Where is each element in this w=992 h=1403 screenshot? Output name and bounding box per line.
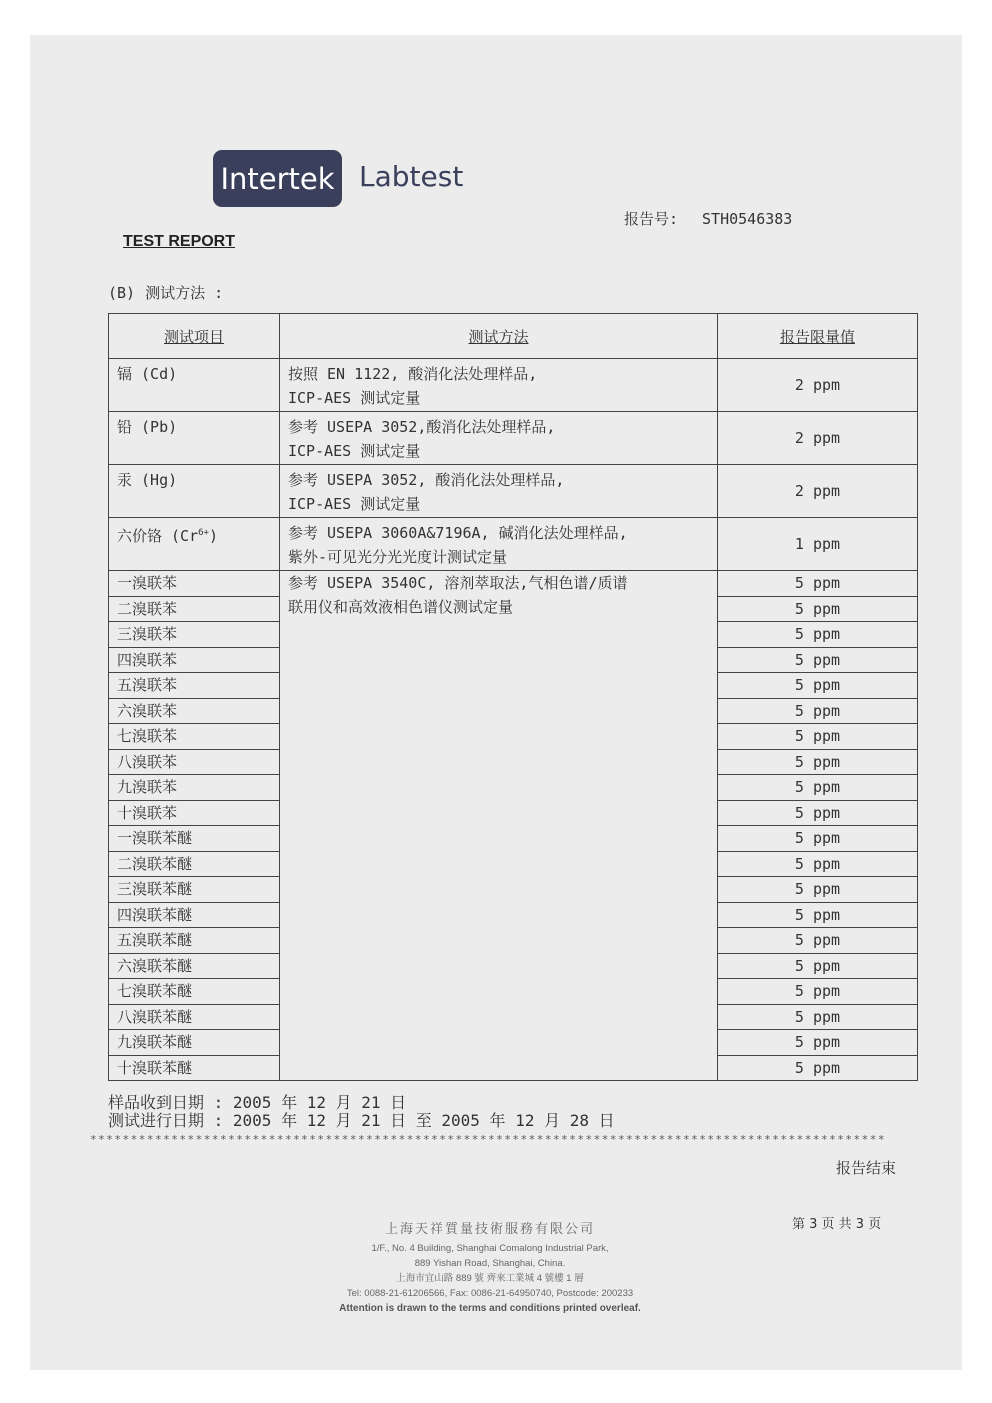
star-divider: ************************************************************************************************** [90,1133,887,1146]
row-limit: 5 ppm [718,800,918,826]
row-limit: 5 ppm [718,902,918,928]
row-item: 六溴联苯 [109,698,280,724]
report-end: 报告结束 [836,1159,897,1177]
row-limit: 1 ppm [718,518,918,571]
row-method: 参考 USEPA 3052,酸消化法处理样品, ICP-AES 测试定量 [280,412,718,465]
report-number [624,208,792,229]
header-test-item: 测试项目 [109,314,280,359]
row-item: 汞 (Hg) [109,465,280,518]
row-limit: 5 ppm [718,698,918,724]
page-number: 第 3 页 共 3 页 [792,1217,882,1232]
row-item: 五溴联苯 [109,673,280,699]
row-limit: 5 ppm [718,571,918,597]
row-item: 四溴联苯 [109,647,280,673]
row-limit: 5 ppm [718,826,918,852]
row-item: 六价铬 $(Cr^{6+})$ [109,518,280,571]
report-number-label: 报告号: [624,210,679,228]
footer-address-2: 889 Yishan Road, Shanghai, China. [414,1258,566,1269]
table-row [109,465,918,518]
intertek-logo [213,150,342,207]
row-item: 四溴联苯醚 [109,902,280,928]
row-limit: 5 ppm [718,1030,918,1056]
row-item: 镉 (Cd) [109,359,280,412]
row-item: 六溴联苯醚 [109,953,280,979]
row-limit: 5 ppm [718,851,918,877]
table-row [109,412,918,465]
test-methods-table [108,313,918,1081]
row-limit: 2 ppm [718,465,918,518]
footer-address-3: 上海市宜山路 889 號 齊來工業城 4 號樓 1 層 [396,1273,584,1284]
row-item: 三溴联苯 [109,622,280,648]
table-row [109,571,918,597]
row-method: 参考 USEPA 3060A&7196A, 碱消化法处理样品, 紫外-可见光分光光度计测试定量 [280,518,718,571]
row-limit: 2 ppm [718,412,918,465]
row-item: 七溴联苯醚 [109,979,280,1005]
row-item: 九溴联苯 [109,775,280,801]
footer-address-1: 1/F., No. 4 Building, Shanghai Comalong Industrial Park, [371,1243,609,1254]
sample-received-date: 样品收到日期 : 2005 年 12 月 21 日 [108,1093,407,1112]
row-limit: 5 ppm [718,928,918,954]
row-item: 铅 (Pb) [109,412,280,465]
footer [260,1218,720,1314]
report-number-value: STH0546383 [702,210,793,228]
row-item: 十溴联苯醚 [109,1055,280,1081]
row-item: 五溴联苯醚 [109,928,280,954]
row-item: 一溴联苯醚 [109,826,280,852]
row-method: 按照 EN 1122, 酸消化法处理样品, ICP-AES 测试定量 [280,359,718,412]
table-row [109,518,918,571]
row-limit: 5 ppm [718,1004,918,1030]
header-reporting-limit: 报告限量值 [718,314,918,359]
row-item: 八溴联苯 [109,749,280,775]
row-item: 七溴联苯 [109,724,280,750]
row-limit: 5 ppm [718,1055,918,1081]
row-limit: 5 ppm [718,596,918,622]
row-limit: 5 ppm [718,953,918,979]
logo-left-text: Intertek [220,161,335,196]
row-item: 二溴联苯醚 [109,851,280,877]
section-label: (B) [108,284,136,302]
row-item: 二溴联苯 [109,596,280,622]
row-item: 一溴联苯 [109,571,280,597]
group-method: 参考 USEPA 3540C, 溶剂萃取法,气相色谱/质谱 联用仪和高效液相色谱仪测试定量 [280,571,718,1081]
dates-block [108,1094,615,1130]
footer-company: 上海天祥質量技術服務有限公司 [384,1221,595,1236]
row-limit: 5 ppm [718,622,918,648]
row-limit: 5 ppm [718,724,918,750]
test-report-heading: TEST REPORT [123,233,236,250]
section-title [108,282,223,303]
row-limit: 2 ppm [718,359,918,412]
row-item: 九溴联苯醚 [109,1030,280,1056]
footer-attention: Attention is drawn to the terms and conditions printed overleaf. [339,1303,641,1314]
row-limit: 5 ppm [718,673,918,699]
row-limit: 5 ppm [718,877,918,903]
row-item: 八溴联苯醚 [109,1004,280,1030]
labtest-logo-text: Labtest [359,160,464,193]
row-item: 三溴联苯醚 [109,877,280,903]
row-item: 十溴联苯 [109,800,280,826]
section-name: 测试方法 : [145,284,224,302]
header-test-method: 测试方法 [280,314,718,359]
footer-contact: Tel: 0088-21-61206566, Fax: 0086-21-64950740, Postcode: 200233 [346,1288,634,1299]
row-limit: 5 ppm [718,979,918,1005]
row-limit: 5 ppm [718,775,918,801]
row-limit: 5 ppm [718,647,918,673]
table-row [109,359,918,412]
testing-period: 测试进行日期 : 2005 年 12 月 21 日 至 2005 年 12 月 28 日 [108,1111,615,1130]
row-limit: 5 ppm [718,749,918,775]
row-method: 参考 USEPA 3052, 酸消化法处理样品, ICP-AES 测试定量 [280,465,718,518]
